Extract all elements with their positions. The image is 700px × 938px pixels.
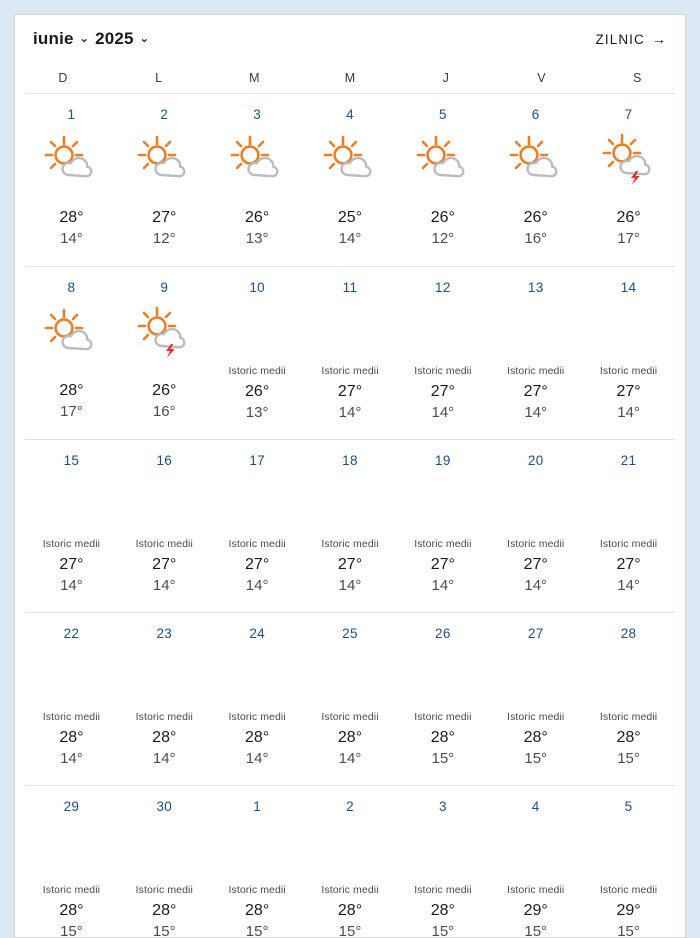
sun-behind-cloud-icon — [412, 135, 474, 183]
day-temperatures — [59, 380, 83, 422]
calendar-day-cell[interactable] — [25, 613, 118, 785]
weather-icon-slot — [226, 130, 288, 188]
calendar-day-cell[interactable] — [118, 613, 211, 785]
day-number[interactable]: 5 — [438, 107, 447, 122]
day-number[interactable]: 7 — [624, 107, 633, 122]
sun-behind-cloud-icon — [226, 135, 288, 183]
high-temperature: 26° — [152, 382, 177, 399]
day-number[interactable]: 15 — [63, 453, 80, 468]
low-temperature: 14° — [245, 749, 269, 767]
calendar-day-cell[interactable] — [396, 94, 489, 266]
low-temperature: 16° — [152, 402, 176, 420]
day-number[interactable]: 1 — [253, 799, 262, 814]
low-temperature: 14° — [60, 229, 83, 247]
high-temperature: 28° — [337, 902, 363, 919]
calendar-day-cell[interactable] — [25, 267, 118, 439]
high-temperature: 27° — [59, 556, 84, 573]
day-number[interactable]: 26 — [435, 626, 451, 641]
day-number[interactable]: 9 — [160, 280, 169, 295]
high-temperature: 28° — [245, 729, 270, 746]
low-temperature: 13° — [245, 229, 269, 247]
day-number[interactable]: 4 — [346, 107, 354, 122]
low-temperature: 15° — [431, 922, 455, 938]
calendar-day-cell[interactable] — [304, 786, 397, 938]
day-number[interactable]: 21 — [620, 453, 637, 468]
high-temperature: 27° — [337, 383, 363, 400]
day-temperatures — [245, 900, 269, 938]
low-temperature: 12° — [431, 229, 455, 247]
historic-average-label: Istoric medii — [228, 884, 286, 896]
day-temperatures — [524, 554, 548, 596]
low-temperature: 14° — [338, 749, 362, 767]
day-number[interactable]: 22 — [63, 626, 80, 641]
historic-average-label: Istoric medii — [42, 884, 101, 896]
day-number[interactable]: 30 — [156, 799, 173, 814]
high-temperature: 27° — [523, 383, 548, 400]
calendar-day-cell[interactable] — [396, 440, 489, 612]
calendar-day-cell[interactable] — [582, 267, 675, 439]
high-temperature: 29° — [616, 902, 641, 919]
calendar-day-cell[interactable] — [118, 94, 211, 266]
high-temperature: 26° — [523, 209, 548, 226]
weather-icon-slot — [598, 130, 660, 188]
day-temperatures — [338, 554, 362, 596]
low-temperature: 12° — [152, 229, 176, 247]
historic-average-label: Istoric medii — [135, 538, 193, 550]
weekday-label-2: M — [249, 71, 260, 85]
calendar-day-cell[interactable] — [304, 440, 397, 612]
month-year-selector[interactable] — [33, 29, 149, 49]
historic-average-label: Istoric medii — [414, 538, 472, 550]
day-number[interactable]: 17 — [249, 453, 265, 468]
high-temperature: 27° — [523, 556, 548, 573]
weather-icon-slot — [40, 303, 102, 361]
historic-average-label: Istoric medii — [321, 884, 379, 896]
low-temperature: 15° — [617, 749, 640, 767]
day-temperatures — [616, 554, 640, 596]
historic-average-label: Istoric medii — [42, 711, 101, 723]
day-number[interactable]: 19 — [435, 453, 451, 468]
low-temperature: 14° — [152, 576, 176, 594]
day-number[interactable]: 6 — [531, 107, 540, 122]
day-temperatures — [431, 207, 455, 249]
day-number[interactable]: 18 — [342, 453, 358, 468]
day-temperatures — [616, 207, 640, 249]
day-number[interactable]: 2 — [346, 799, 354, 814]
low-temperature: 14° — [338, 403, 362, 421]
daily-view-link[interactable] — [596, 31, 667, 47]
historic-average-label: Istoric medii — [321, 365, 379, 377]
month-label[interactable]: iunie — [33, 29, 74, 48]
low-temperature: 17° — [60, 402, 83, 420]
calendar-day-cell[interactable] — [25, 440, 118, 612]
calendar-day-cell[interactable] — [396, 786, 489, 938]
calendar-week-row — [25, 93, 675, 266]
historic-average-label: Istoric medii — [599, 884, 658, 896]
day-temperatures — [431, 727, 455, 769]
calendar-day-cell[interactable] — [396, 267, 489, 439]
calendar-day-cell[interactable] — [489, 94, 582, 266]
year-label[interactable]: 2025 — [95, 29, 134, 48]
day-temperatures — [338, 207, 362, 249]
low-temperature: 16° — [524, 229, 548, 247]
day-number[interactable]: 1 — [67, 107, 76, 122]
calendar-day-cell[interactable] — [582, 440, 675, 612]
high-temperature: 27° — [430, 383, 455, 400]
high-temperature: 27° — [152, 556, 177, 573]
sun-cloud-storm-icon — [598, 133, 660, 185]
day-number[interactable]: 24 — [249, 626, 265, 641]
day-temperatures — [524, 207, 548, 249]
high-temperature: 25° — [337, 209, 363, 226]
high-temperature: 27° — [337, 556, 363, 573]
calendar-day-cell[interactable] — [118, 267, 211, 439]
high-temperature: 27° — [616, 383, 641, 400]
high-temperature: 28° — [430, 729, 455, 746]
day-number[interactable]: 12 — [435, 280, 451, 295]
day-temperatures — [59, 207, 83, 249]
sun-behind-cloud-icon — [505, 135, 567, 183]
calendar-day-cell[interactable] — [489, 613, 582, 785]
day-temperatures — [245, 381, 269, 423]
historic-average-label: Istoric medii — [507, 365, 565, 377]
low-temperature: 15° — [431, 749, 455, 767]
day-temperatures — [152, 554, 176, 596]
day-number[interactable]: 13 — [527, 280, 544, 295]
sun-behind-cloud-icon — [133, 135, 195, 183]
day-temperatures — [431, 381, 455, 423]
calendar-day-cell[interactable] — [489, 440, 582, 612]
high-temperature: 27° — [245, 556, 270, 573]
day-temperatures — [616, 381, 640, 423]
low-temperature: 14° — [338, 229, 362, 247]
day-number[interactable]: 20 — [527, 453, 544, 468]
low-temperature: 14° — [617, 576, 640, 594]
calendar-day-cell[interactable] — [211, 786, 304, 938]
historic-average-label: Istoric medii — [599, 365, 658, 377]
high-temperature: 26° — [245, 383, 270, 400]
calendar-day-cell[interactable] — [211, 440, 304, 612]
calendar-day-cell[interactable] — [25, 94, 118, 266]
high-temperature: 29° — [523, 902, 548, 919]
low-temperature: 14° — [152, 749, 176, 767]
low-temperature: 15° — [338, 922, 362, 938]
day-number[interactable]: 5 — [624, 799, 633, 814]
low-temperature: 15° — [524, 749, 548, 767]
weather-icon-slot — [40, 130, 102, 188]
daily-view-label[interactable]: ZILNIC — [595, 31, 645, 47]
calendar-weeks — [15, 93, 685, 938]
day-temperatures — [245, 727, 269, 769]
day-temperatures — [524, 900, 548, 938]
weekday-label-1: L — [155, 71, 163, 85]
day-temperatures — [431, 900, 455, 938]
low-temperature: 14° — [524, 403, 548, 421]
high-temperature: 26° — [430, 209, 455, 226]
calendar-day-cell[interactable] — [304, 94, 397, 266]
day-number[interactable]: 8 — [67, 280, 76, 295]
day-temperatures — [152, 900, 176, 938]
historic-average-label: Istoric medii — [414, 711, 472, 723]
day-temperatures — [338, 727, 362, 769]
low-temperature: 14° — [431, 403, 455, 421]
day-temperatures — [245, 554, 269, 596]
day-temperatures — [338, 381, 362, 423]
high-temperature: 28° — [245, 902, 270, 919]
low-temperature: 15° — [524, 922, 548, 938]
calendar-day-cell[interactable] — [582, 613, 675, 785]
calendar-day-cell[interactable] — [489, 786, 582, 938]
arrow-right-icon[interactable]: → — [651, 31, 667, 47]
day-temperatures — [59, 554, 83, 596]
day-number[interactable]: 3 — [438, 799, 447, 814]
calendar-day-cell[interactable] — [396, 613, 489, 785]
weekday-label-5: V — [537, 71, 546, 85]
low-temperature: 14° — [431, 576, 455, 594]
historic-average-label: Istoric medii — [507, 538, 565, 550]
high-temperature: 26° — [616, 209, 641, 226]
historic-average-label: Istoric medii — [507, 884, 565, 896]
low-temperature: 15° — [617, 922, 640, 938]
chevron-down-icon-year[interactable]: ⌄ — [139, 33, 150, 45]
weekday-label-4: J — [442, 71, 449, 85]
calendar-day-cell[interactable] — [211, 94, 304, 266]
historic-average-label: Istoric medii — [228, 538, 286, 550]
weather-icon-slot — [133, 303, 195, 361]
historic-average-label: Istoric medii — [599, 711, 658, 723]
weather-icon-slot — [319, 130, 381, 188]
high-temperature: 28° — [337, 729, 363, 746]
monthly-calendar-card — [14, 14, 686, 938]
high-temperature: 28° — [523, 729, 548, 746]
high-temperature: 27° — [616, 556, 641, 573]
sun-behind-cloud-icon — [40, 308, 102, 356]
day-temperatures — [524, 381, 548, 423]
day-number[interactable]: 23 — [156, 626, 173, 641]
day-temperatures — [616, 900, 640, 938]
weekday-label-0: D — [58, 71, 68, 85]
calendar-day-cell[interactable] — [25, 786, 118, 938]
calendar-day-cell[interactable] — [582, 786, 675, 938]
low-temperature: 17° — [617, 229, 640, 247]
historic-average-label: Istoric medii — [228, 365, 286, 377]
low-temperature: 14° — [245, 576, 269, 594]
day-number[interactable]: 4 — [531, 799, 540, 814]
day-temperatures — [338, 900, 362, 938]
historic-average-label: Istoric medii — [414, 884, 472, 896]
high-temperature: 28° — [59, 729, 84, 746]
calendar-day-cell[interactable] — [118, 440, 211, 612]
high-temperature: 28° — [152, 902, 177, 919]
high-temperature: 28° — [616, 729, 641, 746]
day-temperatures — [152, 727, 176, 769]
high-temperature: 26° — [245, 209, 270, 226]
weekday-label-6: S — [632, 71, 642, 85]
weekday-header-row — [15, 63, 685, 93]
low-temperature: 13° — [245, 403, 269, 421]
day-temperatures — [59, 727, 83, 769]
high-temperature: 28° — [152, 729, 177, 746]
day-temperatures — [59, 900, 83, 938]
day-temperatures — [152, 207, 176, 249]
low-temperature: 15° — [60, 922, 83, 938]
weather-icon-slot — [412, 130, 474, 188]
day-number[interactable]: 25 — [342, 626, 358, 641]
high-temperature: 28° — [59, 209, 84, 226]
historic-average-label: Istoric medii — [135, 884, 193, 896]
low-temperature: 15° — [152, 922, 176, 938]
calendar-day-cell[interactable] — [582, 94, 675, 266]
sun-behind-cloud-icon — [40, 135, 102, 183]
sun-behind-cloud-icon — [319, 135, 381, 183]
historic-average-label: Istoric medii — [414, 365, 472, 377]
historic-average-label: Istoric medii — [321, 711, 379, 723]
high-temperature: 28° — [430, 902, 455, 919]
calendar-day-cell[interactable] — [211, 613, 304, 785]
calendar-week-row — [25, 266, 675, 439]
day-temperatures — [152, 380, 176, 422]
calendar-header — [15, 15, 685, 63]
day-temperatures — [245, 207, 269, 249]
low-temperature: 14° — [524, 576, 548, 594]
day-number[interactable]: 3 — [253, 107, 262, 122]
calendar-week-row — [25, 439, 675, 612]
day-number[interactable]: 28 — [620, 626, 637, 641]
weather-icon-slot — [505, 130, 567, 188]
historic-average-label: Istoric medii — [135, 711, 193, 723]
calendar-week-row — [25, 612, 675, 785]
high-temperature: 27° — [430, 556, 455, 573]
high-temperature: 28° — [59, 382, 84, 399]
calendar-day-cell[interactable] — [304, 613, 397, 785]
weekday-label-3: M — [344, 71, 356, 85]
day-number[interactable]: 2 — [160, 107, 169, 122]
day-temperatures — [616, 727, 640, 769]
historic-average-label: Istoric medii — [321, 538, 379, 550]
low-temperature: 14° — [338, 576, 362, 594]
day-number[interactable]: 29 — [63, 799, 80, 814]
low-temperature: 15° — [245, 922, 269, 938]
historic-average-label: Istoric medii — [507, 711, 565, 723]
historic-average-label: Istoric medii — [228, 711, 286, 723]
calendar-day-cell[interactable] — [211, 267, 304, 439]
day-number[interactable]: 11 — [342, 280, 358, 295]
high-temperature: 28° — [59, 902, 84, 919]
day-temperatures — [431, 554, 455, 596]
day-number[interactable]: 14 — [620, 280, 637, 295]
chevron-down-icon-month[interactable]: ⌄ — [79, 33, 90, 45]
historic-average-label: Istoric medii — [599, 538, 658, 550]
day-number[interactable]: 16 — [156, 453, 173, 468]
day-number[interactable]: 10 — [249, 280, 265, 295]
sun-cloud-storm-icon — [133, 306, 195, 358]
calendar-day-cell[interactable] — [118, 786, 211, 938]
calendar-day-cell[interactable] — [489, 267, 582, 439]
day-number[interactable]: 27 — [527, 626, 544, 641]
high-temperature: 27° — [152, 209, 177, 226]
low-temperature: 14° — [60, 576, 83, 594]
low-temperature: 14° — [60, 749, 83, 767]
day-temperatures — [524, 727, 548, 769]
historic-average-label: Istoric medii — [42, 538, 101, 550]
calendar-day-cell[interactable] — [304, 267, 397, 439]
low-temperature: 14° — [617, 403, 640, 421]
calendar-week-row — [25, 785, 675, 938]
weather-icon-slot — [133, 130, 195, 188]
